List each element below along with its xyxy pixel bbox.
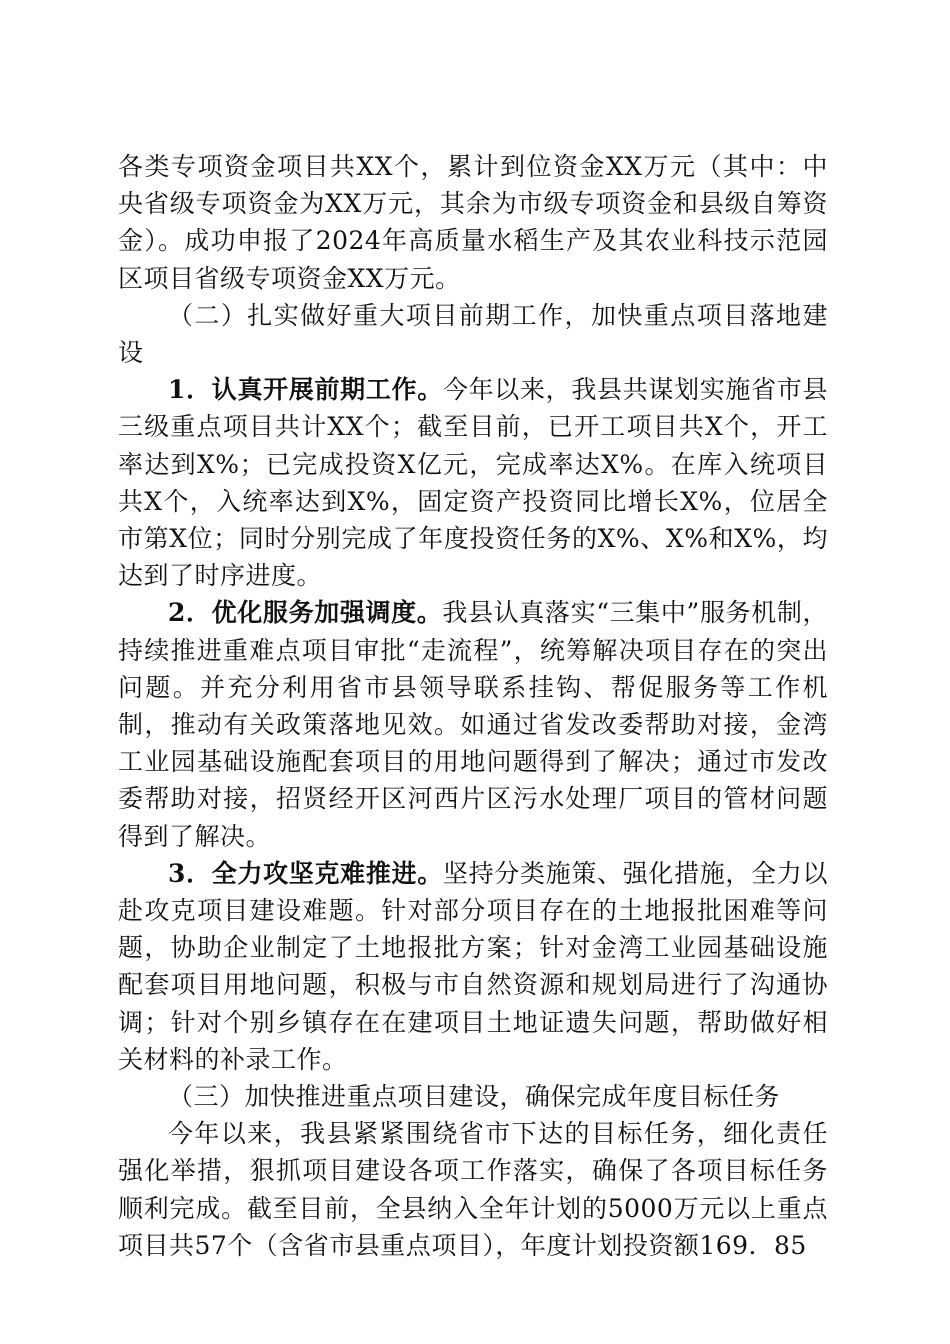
paragraph-funding-summary: 各类专项资金项目共XX个，累计到位资金XX万元（其中：中央省级专项资金为XX万元，其余为市级专项资金和县级自筹资金）。成功申报了2024年高质量水稻生产及其农业科技示范园区项目省级专项资金XX万元。 bbox=[118, 152, 828, 293]
list-item-2-body: 我县认真落实“三集中”服务机制，持续推进重难点项目审批“走流程”，统筹解决项目存在的突出问题。并充分利用省市县领导联系挂钩、帮促服务等工作机制，推动有关政策落地见效。如通过省发改委帮助对接，金湾工业园基础设施配套项目的用地问题得到了解决；通过市发改委帮助对接，招贤经开区河西片区污水处理厂项目的管材问题得到了解决。 bbox=[118, 598, 828, 851]
document-page bbox=[118, 148, 828, 1264]
section-heading-3: （三）加快推进重点项目建设，确保完成年度目标任务 bbox=[168, 1082, 781, 1112]
paragraph-progress: 今年以来，我县紧紧围绕省市下达的目标任务，细化责任强化举措，狠抓项目建设各项工作落实，确保了各项目标任务顺利完成。截至目前，全县纳入全年计划的5000万元以上重点项目共57个（含省市县重点项目），年度计划投资额169．85 bbox=[118, 1119, 828, 1260]
section-heading-2: （二）扎实做好重大项目前期工作，加快重点项目落地建设 bbox=[118, 300, 828, 368]
list-item-1 bbox=[118, 371, 828, 594]
list-item-2-lead: 2．优化服务加强调度。 bbox=[168, 598, 443, 628]
list-item-2 bbox=[118, 594, 828, 854]
list-item-3-lead: 3．全力攻坚克难推进。 bbox=[168, 858, 443, 888]
list-item-1-body: 今年以来，我县共谋划实施省市县三级重点项目共计XX个；截至目前，已开工项目共X个，开工率达到X%；已完成投资X亿元，完成率达X%。在库入统项目共X个，入统率达到X%，固定资产投资同比增长X%，位居全市第X位；同时分别完成了年度投资任务的X%、X%和X%，均达到了时序进度。 bbox=[118, 375, 828, 591]
list-item-3-body: 坚持分类施策、强化措施，全力以赴攻克项目建设难题。针对部分项目存在的土地报批困难等问题，协助企业制定了土地报批方案；针对金湾工业园基础设施配套项目用地问题，积极与市自然资源和规划局进行了沟通协调；针对个别乡镇存在在建项目土地证遗失问题，帮助做好相关材料的补录工作。 bbox=[118, 858, 828, 1074]
list-item-1-lead: 1．认真开展前期工作。 bbox=[168, 375, 443, 405]
list-item-3 bbox=[118, 855, 828, 1078]
